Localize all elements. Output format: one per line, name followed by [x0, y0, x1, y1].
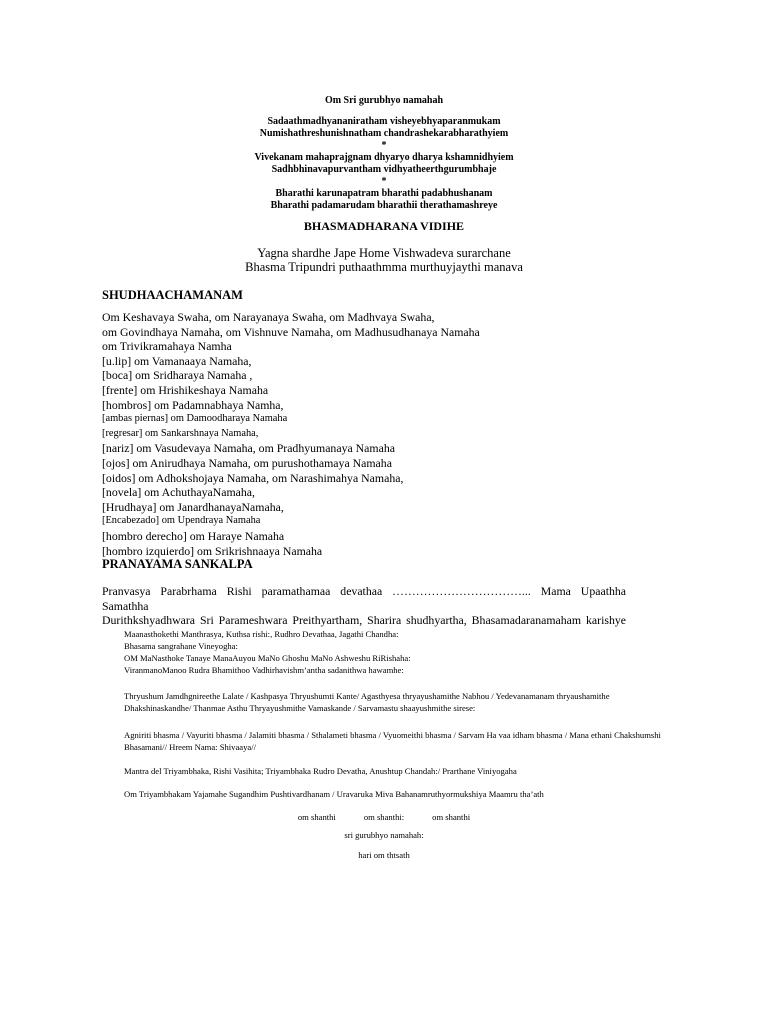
- mantra-paragraph-4: Mantra del Triyambhaka, Rishi Vasihita; Triyambhaka Rudro Devatha, Anushtup Chandah:/ Prarthane Viniyogaha: [124, 766, 517, 776]
- document-title: BHASMADHARANA VIDIHE: [303, 219, 465, 233]
- achamanam-line: [frente] om Hrishikeshaya Namaha: [102, 382, 269, 397]
- achamanam-line: Om Keshavaya Swaha, om Narayanaya Swaha, om Madhvaya Swaha,: [102, 310, 435, 324]
- mantra-line: OM MaNasthoke Tanaye ManaAuyou MaNo Ghoshu MaNo Ashweshu RiRishaha:: [124, 653, 411, 663]
- dhyana-verse: [0, 246, 768, 274]
- mantra-line: Bhasama sangrahane Vineyogha:: [124, 641, 238, 651]
- achamanam-line: [ambas piernas] om Damoodharaya Namaha: [102, 413, 288, 425]
- achamanam-line: [Encabezado] om Upendraya Namaha: [102, 515, 261, 527]
- achamanam-line: [oidos] om Adhokshojaya Namaha, om Narashimahya Namaha,: [102, 470, 404, 485]
- shanthi-text: om shanthi: [432, 812, 471, 822]
- mantra-line: Maanasthokethi Manthrasya, Kuthsa rishi:, Rudhro Devathaa, Jagathi Chandha:: [124, 629, 399, 639]
- guru-line: sri gurubhyo namahah:: [344, 830, 424, 840]
- achamanam-line: [hombros] om Padamnabhaya Namha,: [102, 397, 284, 412]
- mantra-paragraph-2: Thryushum Jamdhgnireethe Lalate / Kashpasya Thryushumti Kante/ Agasthyesa thryayushamithe Nabhou / Yedevanamanam thryaushamithe Dhakshinaskandhe/ Thanmae Asthu Thryayushmithe Vamaskande / Sarvamastu shaayushmithe sirese:: [124, 691, 610, 713]
- achamanam-line: [hombro derecho] om Haraye Namaha: [102, 528, 285, 543]
- verse-line: Sadaathmadhyananiratham visheyebhyaparanmukam: [267, 116, 501, 127]
- verse-line: Sadhbhinavapurvantham vidhyatheerthgurumbhaje: [271, 164, 497, 175]
- mantra-paragraph-5: Om Triyambhakam Yajamahe Sugandhim Pushtivardhanam / Uravaruka Miva Bahanamruthyormukshiya Maamru tha’ath: [124, 789, 544, 799]
- sankalpa-heading: PRANAYAMA SANKALPA: [102, 557, 253, 571]
- achamanam-line: [nariz] om Vasudevaya Namaha, om Pradhyumanaya Namaha: [102, 441, 395, 456]
- invocation-line: Om Sri gurubhyo namahah: [324, 95, 444, 106]
- sankalpa-line: Durithkshyadhwara Sri Parameshwara Preithyartham, Sharira shudhyartha, Bhasamadaranamaham karishye: [102, 613, 626, 628]
- shanthi-text: om shanthi:: [363, 812, 405, 822]
- verse-line: Numishathreshunishnatham chandrashekarabharathyiem: [259, 128, 509, 139]
- verse-separator: *: [381, 176, 387, 187]
- mantra-line: ViranmanoManoo Rudra Bhamithoo Vadhirhavishm’antha sadanithwa hawamhe:: [124, 665, 404, 675]
- verse-line: Bharathi padamarudam bharathii therathamashreye: [270, 200, 498, 211]
- achamanam-heading: SHUDHAACHAMANAM: [102, 288, 243, 302]
- mantra-paragraph-3: Agniriti bhasma / Vayuriti bhasma / Jalamiti bhasma / Sthalameti bhasma / Vyuomeithi bhasma / Sarvam Ha vaa idham bhasma / Mana ethani Chakshumshi Bhasamani// Hreem Nama: Shivaaya//: [124, 730, 661, 752]
- mantra-paragraph-1: [124, 628, 672, 676]
- achamanam-line: om Trivikramahaya Namha: [102, 339, 232, 354]
- achamanam-line: [boca] om Sridharaya Namaha ,: [102, 368, 253, 383]
- achamanam-line: [novela] om AchuthayaNamaha,: [102, 485, 255, 500]
- verse-line: Bharathi karunapatram bharathi padabhushanam: [275, 188, 493, 199]
- achamanam-list: [102, 310, 480, 558]
- achamanam-line: [ojos] om Anirudhaya Namaha, om purushothamaya Namaha: [102, 455, 392, 470]
- invocation-header: [0, 95, 768, 212]
- achamanam-line: om Govindhaya Namaha, om Vishnuve Namaha, om Madhusudhanaya Namaha: [102, 324, 480, 339]
- dhyana-line: Bhasma Tripundri puthaathmma murthuyjaythi manava: [245, 260, 523, 274]
- hari-om-line: hari om thtsath: [358, 850, 410, 860]
- sankalpa-text: [102, 584, 626, 628]
- dhyana-line: Yagna shardhe Jape Home Vishwadeva surarchane: [257, 246, 511, 260]
- shanthi-text: om shanthi: [297, 812, 336, 822]
- achamanam-line: [regresar] om Sankarshnaya Namaha,: [102, 427, 259, 439]
- sankalpa-line: Pranvasya Parabrhama Rishi paramathamaa devathaa ……………………………... Mama Upaathha Samathha: [102, 584, 626, 613]
- achamanam-line: [hombro izquierdo] om Srikrishnaaya Namaha: [102, 543, 323, 558]
- verse-separator: *: [381, 140, 387, 151]
- achamanam-line: [Hrudhaya] om JanardhanayaNamaha,: [102, 499, 284, 514]
- shanthi-line: [0, 811, 768, 823]
- achamanam-line: [u.lip] om Vamanaaya Namaha,: [102, 353, 252, 368]
- verse-line: Vivekanam mahaprajgnam dhyaryo dharya kshamnidhyiem: [254, 152, 514, 163]
